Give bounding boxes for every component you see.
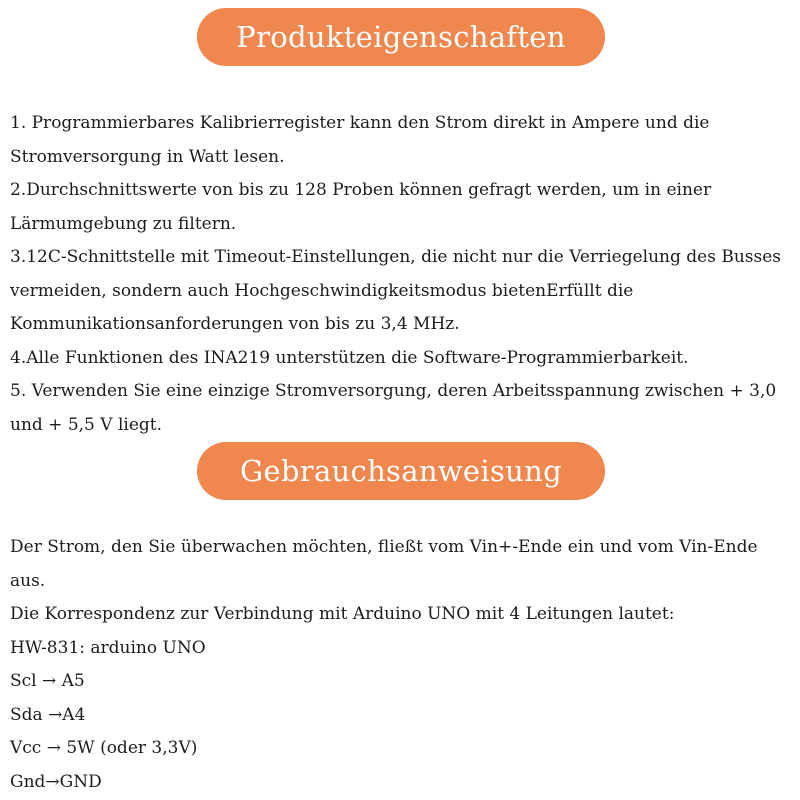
features-line: Stromversorgung in Watt lesen. <box>10 146 285 167</box>
features-line: Lärmumgebung zu filtern. <box>10 213 237 234</box>
features-text-block <box>10 107 790 442</box>
usage-line: HW-831: arduino UNO <box>10 637 206 658</box>
usage-line: Scl → A5 <box>10 671 85 691</box>
usage-line: Der Strom, den Sie überwachen möchten, fließt vom Vin+-Ende ein und vom Vin-Ende <box>10 537 758 557</box>
features-line: 3.12C-Schnittstelle mit Timeout-Einstellungen, die nicht nur die Verriegelung des Busses <box>10 247 782 267</box>
usage-text-block <box>10 531 790 799</box>
features-line: und + 5,5 V liegt. <box>10 414 163 435</box>
usage-line: Gnd→GND <box>10 771 102 792</box>
features-line: Kommunikationsanforderungen von bis zu 3,4 MHz. <box>10 314 460 334</box>
usage-line: Sda →A4 <box>10 704 86 725</box>
section-heading-usage: Gebrauchsanweisung <box>197 442 605 500</box>
usage-line: aus. <box>10 570 46 591</box>
features-line: 2.Durchschnittswerte von bis zu 128 Proben können gefragt werden, um in einer <box>10 180 712 200</box>
features-line: 5. Verwenden Sie eine einzige Stromversorgung, deren Arbeitsspannung zwischen + 3,0 <box>10 381 777 401</box>
section-heading-features: Produkteigenschaften <box>197 8 605 66</box>
usage-line: Die Korrespondenz zur Verbindung mit Arduino UNO mit 4 Leitungen lautet: <box>10 604 675 624</box>
features-line: 1. Programmierbares Kalibrierregister kann den Strom direkt in Ampere und die <box>10 113 710 133</box>
usage-line: Vcc → 5W (oder 3,3V) <box>10 738 198 758</box>
features-line: 4.Alle Funktionen des INA219 unterstützen die Software-Programmierbarkeit. <box>10 347 689 368</box>
features-line: vermeiden, sondern auch Hochgeschwindigkeitsmodus bietenErfüllt die <box>10 280 634 301</box>
